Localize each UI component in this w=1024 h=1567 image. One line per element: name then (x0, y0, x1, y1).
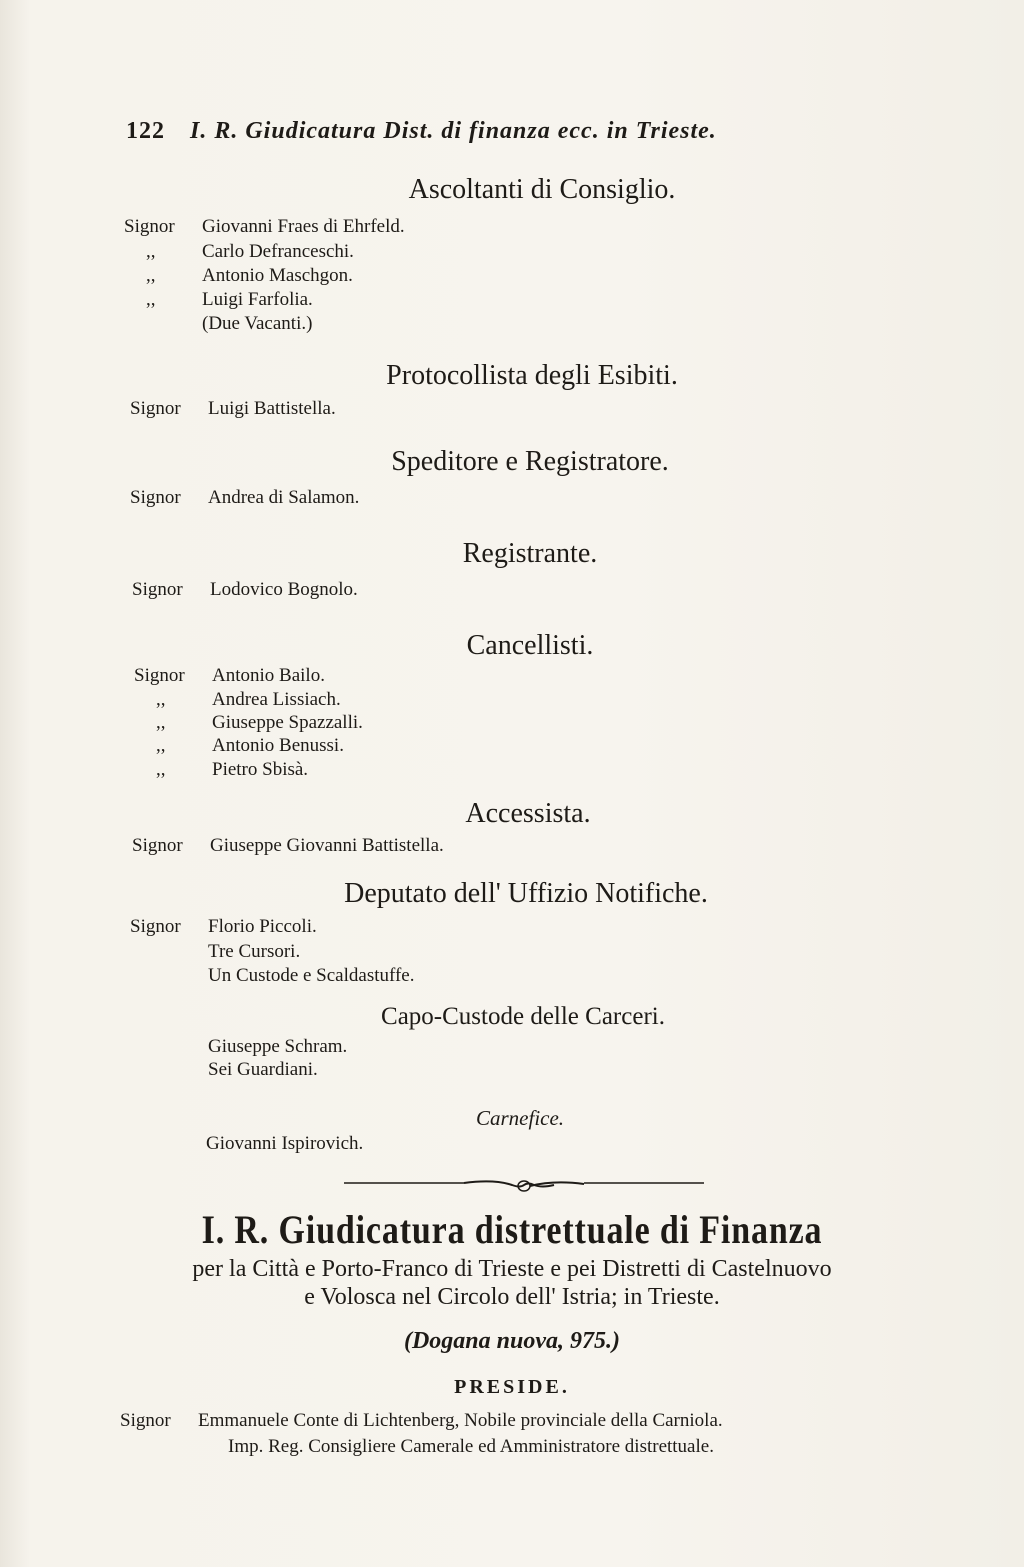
heading-protocollista: Protocollista degli Esibiti. (386, 360, 678, 391)
heading-cancellisti: Cancellisti. (466, 630, 594, 661)
signor-label: Signor (130, 916, 181, 937)
entry-capo-custode-1: Giuseppe Schram. (208, 1036, 348, 1057)
ditto-mark: ,, (156, 735, 166, 756)
person-name: Antonio Bailo. (212, 665, 325, 686)
entry-deputato-2: Tre Cursori. (208, 941, 301, 962)
person-name: Lodovico Bognolo. (210, 579, 358, 600)
ditto-mark: ,, (156, 689, 166, 710)
heading-accessista: Accessista. (465, 798, 591, 829)
heading-speditore: Speditore e Registratore. (391, 446, 669, 477)
person-name: Luigi Battistella. (208, 398, 336, 419)
heading-ascoltanti: Ascoltanti di Consiglio. (408, 174, 676, 205)
entry-deputato-3: Un Custode e Scaldastuffe. (208, 965, 415, 986)
office-subtitle-line2: e Volosca nel Circolo dell' Istria; in Trieste. (304, 1284, 720, 1310)
entry-preside-1 (120, 1410, 723, 1432)
running-header (126, 118, 886, 145)
person-name: Andrea di Salamon. (208, 487, 360, 508)
person-name: Giuseppe Spazzalli. (212, 712, 363, 733)
heading-carnefice: Carnefice. (476, 1106, 565, 1130)
heading-registrante: Registrante. (462, 538, 598, 569)
entry-preside-2: Imp. Reg. Consigliere Camerale ed Amministratore distrettuale. (228, 1436, 714, 1457)
ditto-mark: ,, (146, 289, 156, 310)
heading-preside: PRESIDE. (454, 1376, 570, 1398)
entry-cancellisti-3 (134, 712, 363, 734)
entry-protocollista (130, 398, 336, 420)
person-name: Pietro Sbisà. (212, 759, 309, 780)
office-subtitle-line1: per la Città e Porto-Franco di Trieste e pei Distretti di Castelnuovo (192, 1256, 832, 1282)
page-number: 122 (126, 118, 165, 144)
ditto-mark: ,, (156, 712, 166, 733)
signor-label: Signor (130, 398, 181, 419)
signor-label: Signor (130, 487, 181, 508)
entry-cancellisti-5 (134, 759, 308, 781)
entry-cancellisti-2 (134, 689, 341, 711)
running-title: I. R. Giudicatura Dist. di finanza ecc. in Trieste. (190, 118, 717, 144)
person-name: Carlo Defranceschi. (202, 241, 354, 262)
person-name: Luigi Farfolia. (202, 289, 313, 310)
entry-cancellisti-4 (134, 735, 344, 757)
entry-accessista (132, 835, 444, 857)
signor-label: Signor (124, 216, 175, 237)
ornamental-divider (344, 1176, 704, 1196)
entry-capo-custode-2: Sei Guardiani. (208, 1059, 318, 1080)
person-name: Florio Piccoli. (208, 916, 317, 937)
entry-cancellisti-1 (134, 665, 325, 687)
entry-deputato-1 (130, 916, 317, 938)
ditto-mark: ,, (146, 265, 156, 286)
entry-ascoltanti-2 (124, 241, 354, 263)
person-name: Emmanuele Conte di Lichtenberg, Nobile provinciale della Carniola. (198, 1410, 723, 1431)
entry-ascoltanti-1 (124, 216, 405, 238)
signor-label: Signor (134, 665, 185, 686)
person-name: Giuseppe Giovanni Battistella. (210, 835, 444, 856)
office-address: (Dogana nuova, 975.) (403, 1328, 620, 1354)
entry-ascoltanti-3 (124, 265, 353, 287)
person-name: Antonio Benussi. (212, 735, 344, 756)
entry-ascoltanti-4 (124, 289, 313, 311)
heading-deputato: Deputato dell' Uffizio Notifiche. (344, 878, 708, 909)
person-name: Andrea Lissiach. (212, 689, 341, 710)
entry-speditore (130, 487, 359, 509)
vacancy-note: (Due Vacanti.) (202, 313, 313, 334)
signor-label: Signor (132, 579, 183, 600)
ditto-mark: ,, (146, 241, 156, 262)
signor-label: Signor (120, 1410, 171, 1431)
signor-label: Signor (132, 835, 183, 856)
entry-registrante (132, 579, 358, 601)
heading-capo-custode: Capo-Custode delle Carceri. (381, 1003, 665, 1030)
person-name: Antonio Maschgon. (202, 265, 353, 286)
ditto-mark: ,, (156, 759, 166, 780)
entry-carnefice: Giovanni Ispirovich. (206, 1133, 364, 1154)
office-title: I. R. Giudicatura distrettuale di Finanza (201, 1207, 823, 1252)
person-name: Giovanni Fraes di Ehrfeld. (202, 216, 405, 237)
